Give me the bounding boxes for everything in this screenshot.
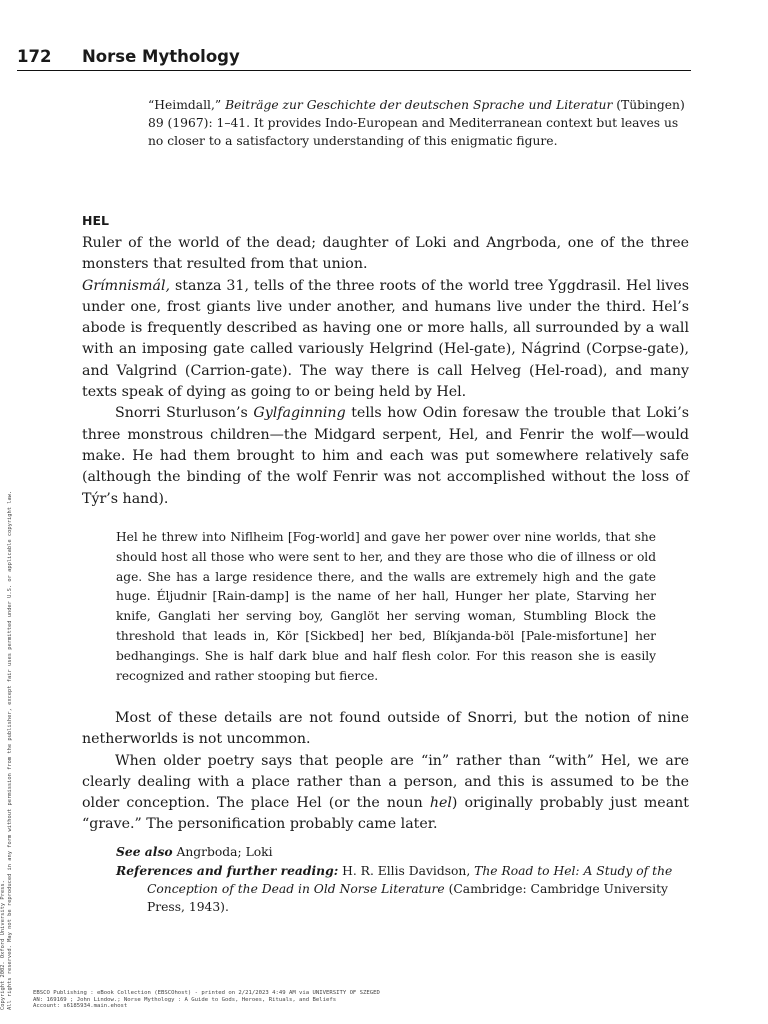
- book-title: Norse Mythology: [82, 47, 240, 66]
- see-also: See also Angrboda; Loki: [116, 844, 273, 859]
- further-reading: References and further reading: H. R. Ellis Davidson, The Road to Hel: A Study of the Conception of the Dead in Old Norse Literature (Cambridge: Cambridge University Press, 1943).: [116, 863, 673, 914]
- paragraph-gylfaginning: Snorri Sturluson’s Gylfaginning tells how Odin foresaw the trouble that Loki’s three monstrous children—the Midgard serpent, Hel, and Fenrir the wolf—would make. He had them brought to him and each was put somewhere relatively safe (although the binding of the wolf Fenrir was not accomplished without the loss of Týr’s hand).: [82, 405, 689, 507]
- reference-title: The Road to Hel: A Study of the Conception of the Dead in Old Norse Literature: [147, 864, 673, 896]
- footer-line: Account: s6185934.main.ehost: [33, 1003, 128, 1010]
- page-number: 172: [17, 47, 52, 66]
- entry-body-part-2: [82, 708, 689, 836]
- further-reading-label: References and further reading:: [116, 863, 339, 878]
- entry-references: [116, 843, 690, 917]
- paragraph-older-poetry: When older poetry says that people are “in” rather than “with” Hel, we are clearly dealing with a place rather than a person, and this is assumed to be the older conception. The place Hel (or the noun hel) originally probably just meant “grave.” The personification probably came later.: [82, 752, 689, 833]
- copyright-notice: [0, 240, 16, 1010]
- see-also-label: See also: [116, 844, 173, 859]
- source-title: Grímnismál,: [82, 277, 171, 294]
- block-quote: [116, 528, 656, 686]
- paragraph-grimnismal: Grímnismál, stanza 31, tells of the three roots of the world tree Yggdrasil. Hel lives under one, frost giants live under another, and humans live under the third. Hel’s abode is frequently described as having one or more halls, all surrounded by a wall with an imposing gate called variously Helgrind (Hel-gate), Nágrind (Corpse-gate), and Valgrind (Carrion-gate). The way there is call Helveg (Hel-road), and many texts speak of dying as going to or being held by Hel.: [82, 277, 689, 401]
- footer-line: AN: 169169 ; John Lindow.; Norse Mythology : A Guide to Gods, Heroes, Rituals, and Beliefs: [33, 996, 337, 1003]
- continued-reference: [148, 96, 688, 150]
- footer-line: EBSCO Publishing : eBook Collection (EBSCOhost) - printed on 2/21/2023 4:49 AM via UNIVERSITY OF SZEGED: [33, 990, 380, 996]
- paragraph-snorri-details: Most of these details are not found outside of Snorri, but the notion of nine netherworlds is not uncommon.: [82, 710, 689, 748]
- running-header: [17, 46, 691, 71]
- copyright-line: Copyright 2002. Oxford University Press.: [0, 880, 6, 1010]
- print-footer: [33, 990, 733, 1010]
- source-title: Gylfaginning: [253, 405, 346, 422]
- journal-title: Beiträge zur Geschichte der deutschen Sprache und Literatur: [225, 98, 613, 112]
- entry-headword: HEL: [82, 213, 109, 228]
- entry-body-part-1: [82, 233, 689, 510]
- entry-definition: Ruler of the world of the dead; daughter of Loki and Angrboda, one of the three monsters that resulted from that union.: [82, 235, 689, 273]
- copyright-line: All rights reserved. May not be reproduced in any form without permission from the publisher, except fair uses permitted under U.S. or applicable copyright law.: [7, 490, 13, 1010]
- block-quote-text: Hel he threw into Niflheim [Fog-world] and gave her power over nine worlds, that she should host all those who were sent to her, and they are those who die of illness or old age. She has a large residence there, and the walls are extremely high and the gate huge. Éljudnir [Rain-damp] is the name of her hall, Hunger her plate, Starving her knife, Ganglati her serving boy, Ganglöt her serving woman, Stumbling Block the threshold that leads in, Kör [Sickbed] her bed, Blíkjanda-böl [Pale-misfortune] her bedhangings. She is half dark blue and half flesh color. For this reason she is easily recognized and rather stooping but fierce.: [116, 530, 656, 683]
- continued-reference-text: “Heimdall,” Beiträge zur Geschichte der deutschen Sprache und Literatur (Tübingen) 89 (1967): 1–41. It provides Indo-European and Mediterranean context but leaves us no closer to a satisfactory understanding of this enigmatic figure.: [148, 98, 685, 148]
